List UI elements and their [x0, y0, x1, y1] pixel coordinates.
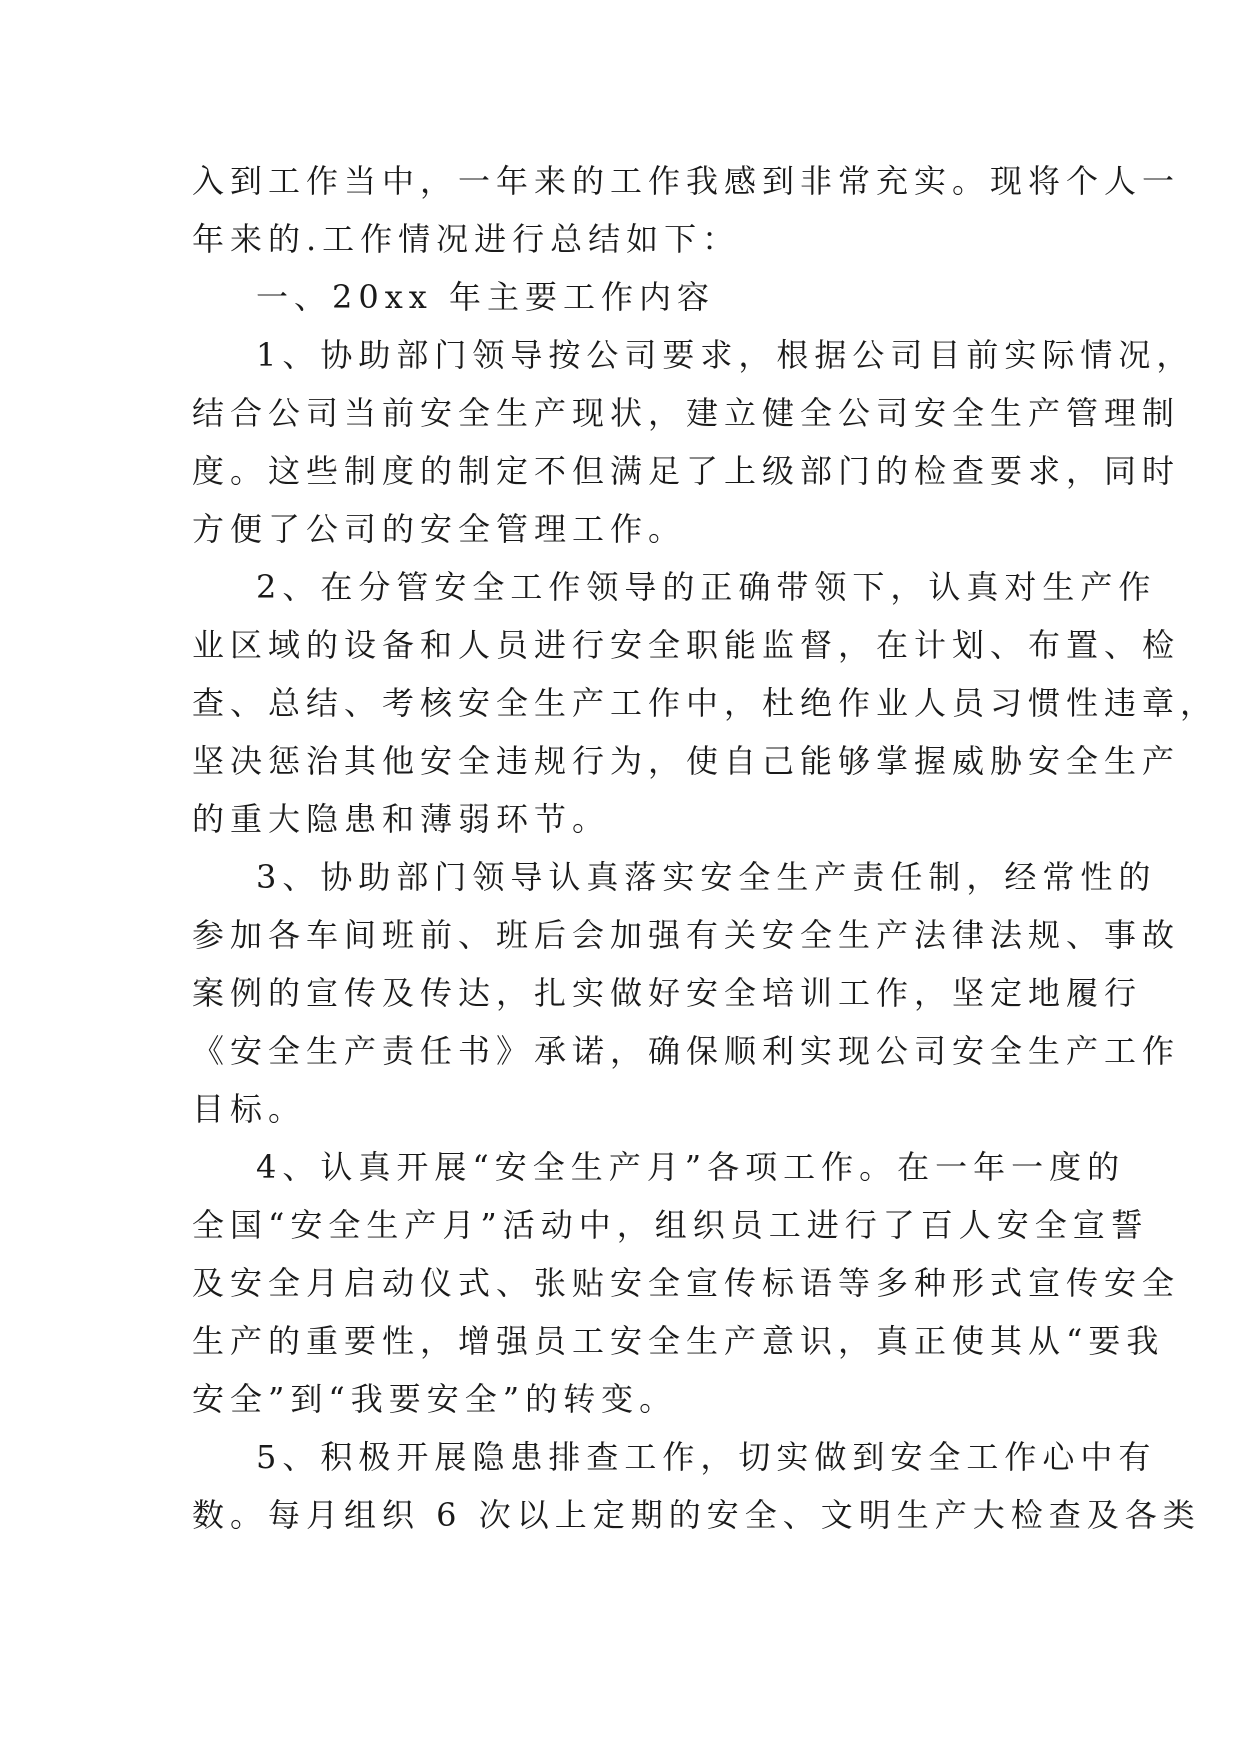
text-line: 生产的重要性，增强员工安全生产意识，真正使其从“要我	[192, 1322, 1165, 1360]
text-line: 入到工作当中，一年来的工作我感到非常充实。现将个人一	[192, 162, 1181, 200]
text-line: 及安全月启动仪式、张贴安全宣传标语等多种形式宣传安全	[192, 1264, 1181, 1302]
text-line: 全国“安全生产月”活动中，组织员工进行了百人安全宣誓	[192, 1206, 1149, 1244]
text-line: 《安全生产责任书》承诺，确保顺利实现公司安全生产工作	[192, 1032, 1181, 1070]
text-line: 坚决惩治其他安全违规行为，使自己能够掌握威胁安全生产	[192, 742, 1181, 780]
text-line: 目标。	[192, 1090, 307, 1128]
paragraph-start: 2、在分管安全工作领导的正确带领下，认真对生产作	[256, 568, 1157, 606]
text-line: 结合公司当前安全生产现状，建立健全公司安全生产管理制	[192, 394, 1181, 432]
document-body	[192, 152, 1219, 1544]
paragraph-start: 5、积极开展隐患排查工作，切实做到安全工作心中有	[256, 1438, 1157, 1476]
paragraph-start: 1、协助部门领导按公司要求，根据公司目前实际情况，	[256, 336, 1195, 374]
section-heading: 一、20xx 年主要工作内容	[256, 278, 715, 316]
text-line: 安全”到“我要安全”的转变。	[192, 1380, 678, 1418]
text-line: 案例的宣传及传达，扎实做好安全培训工作，坚定地履行	[192, 974, 1143, 1012]
text-line: 参加各车间班前、班后会加强有关安全生产法律法规、事故	[192, 916, 1181, 954]
paragraph-start: 4、认真开展“安全生产月”各项工作。在一年一度的	[256, 1148, 1126, 1186]
text-line: 度。这些制度的制定不但满足了上级部门的检查要求，同时	[192, 452, 1181, 490]
text-line: 查、总结、考核安全生产工作中，杜绝作业人员习惯性违章，	[192, 684, 1219, 722]
text-line: 数。每月组织 6 次以上定期的安全、文明生产大检查及各类	[192, 1496, 1201, 1534]
text-line: 业区域的设备和人员进行安全职能监督，在计划、布置、检	[192, 626, 1181, 664]
text-line: 方便了公司的安全管理工作。	[192, 510, 687, 548]
paragraph-start: 3、协助部门领导认真落实安全生产责任制，经常性的	[256, 858, 1157, 896]
text-line: 年来的.工作情况进行总结如下：	[192, 220, 741, 258]
text-line: 的重大隐患和薄弱环节。	[192, 800, 611, 838]
